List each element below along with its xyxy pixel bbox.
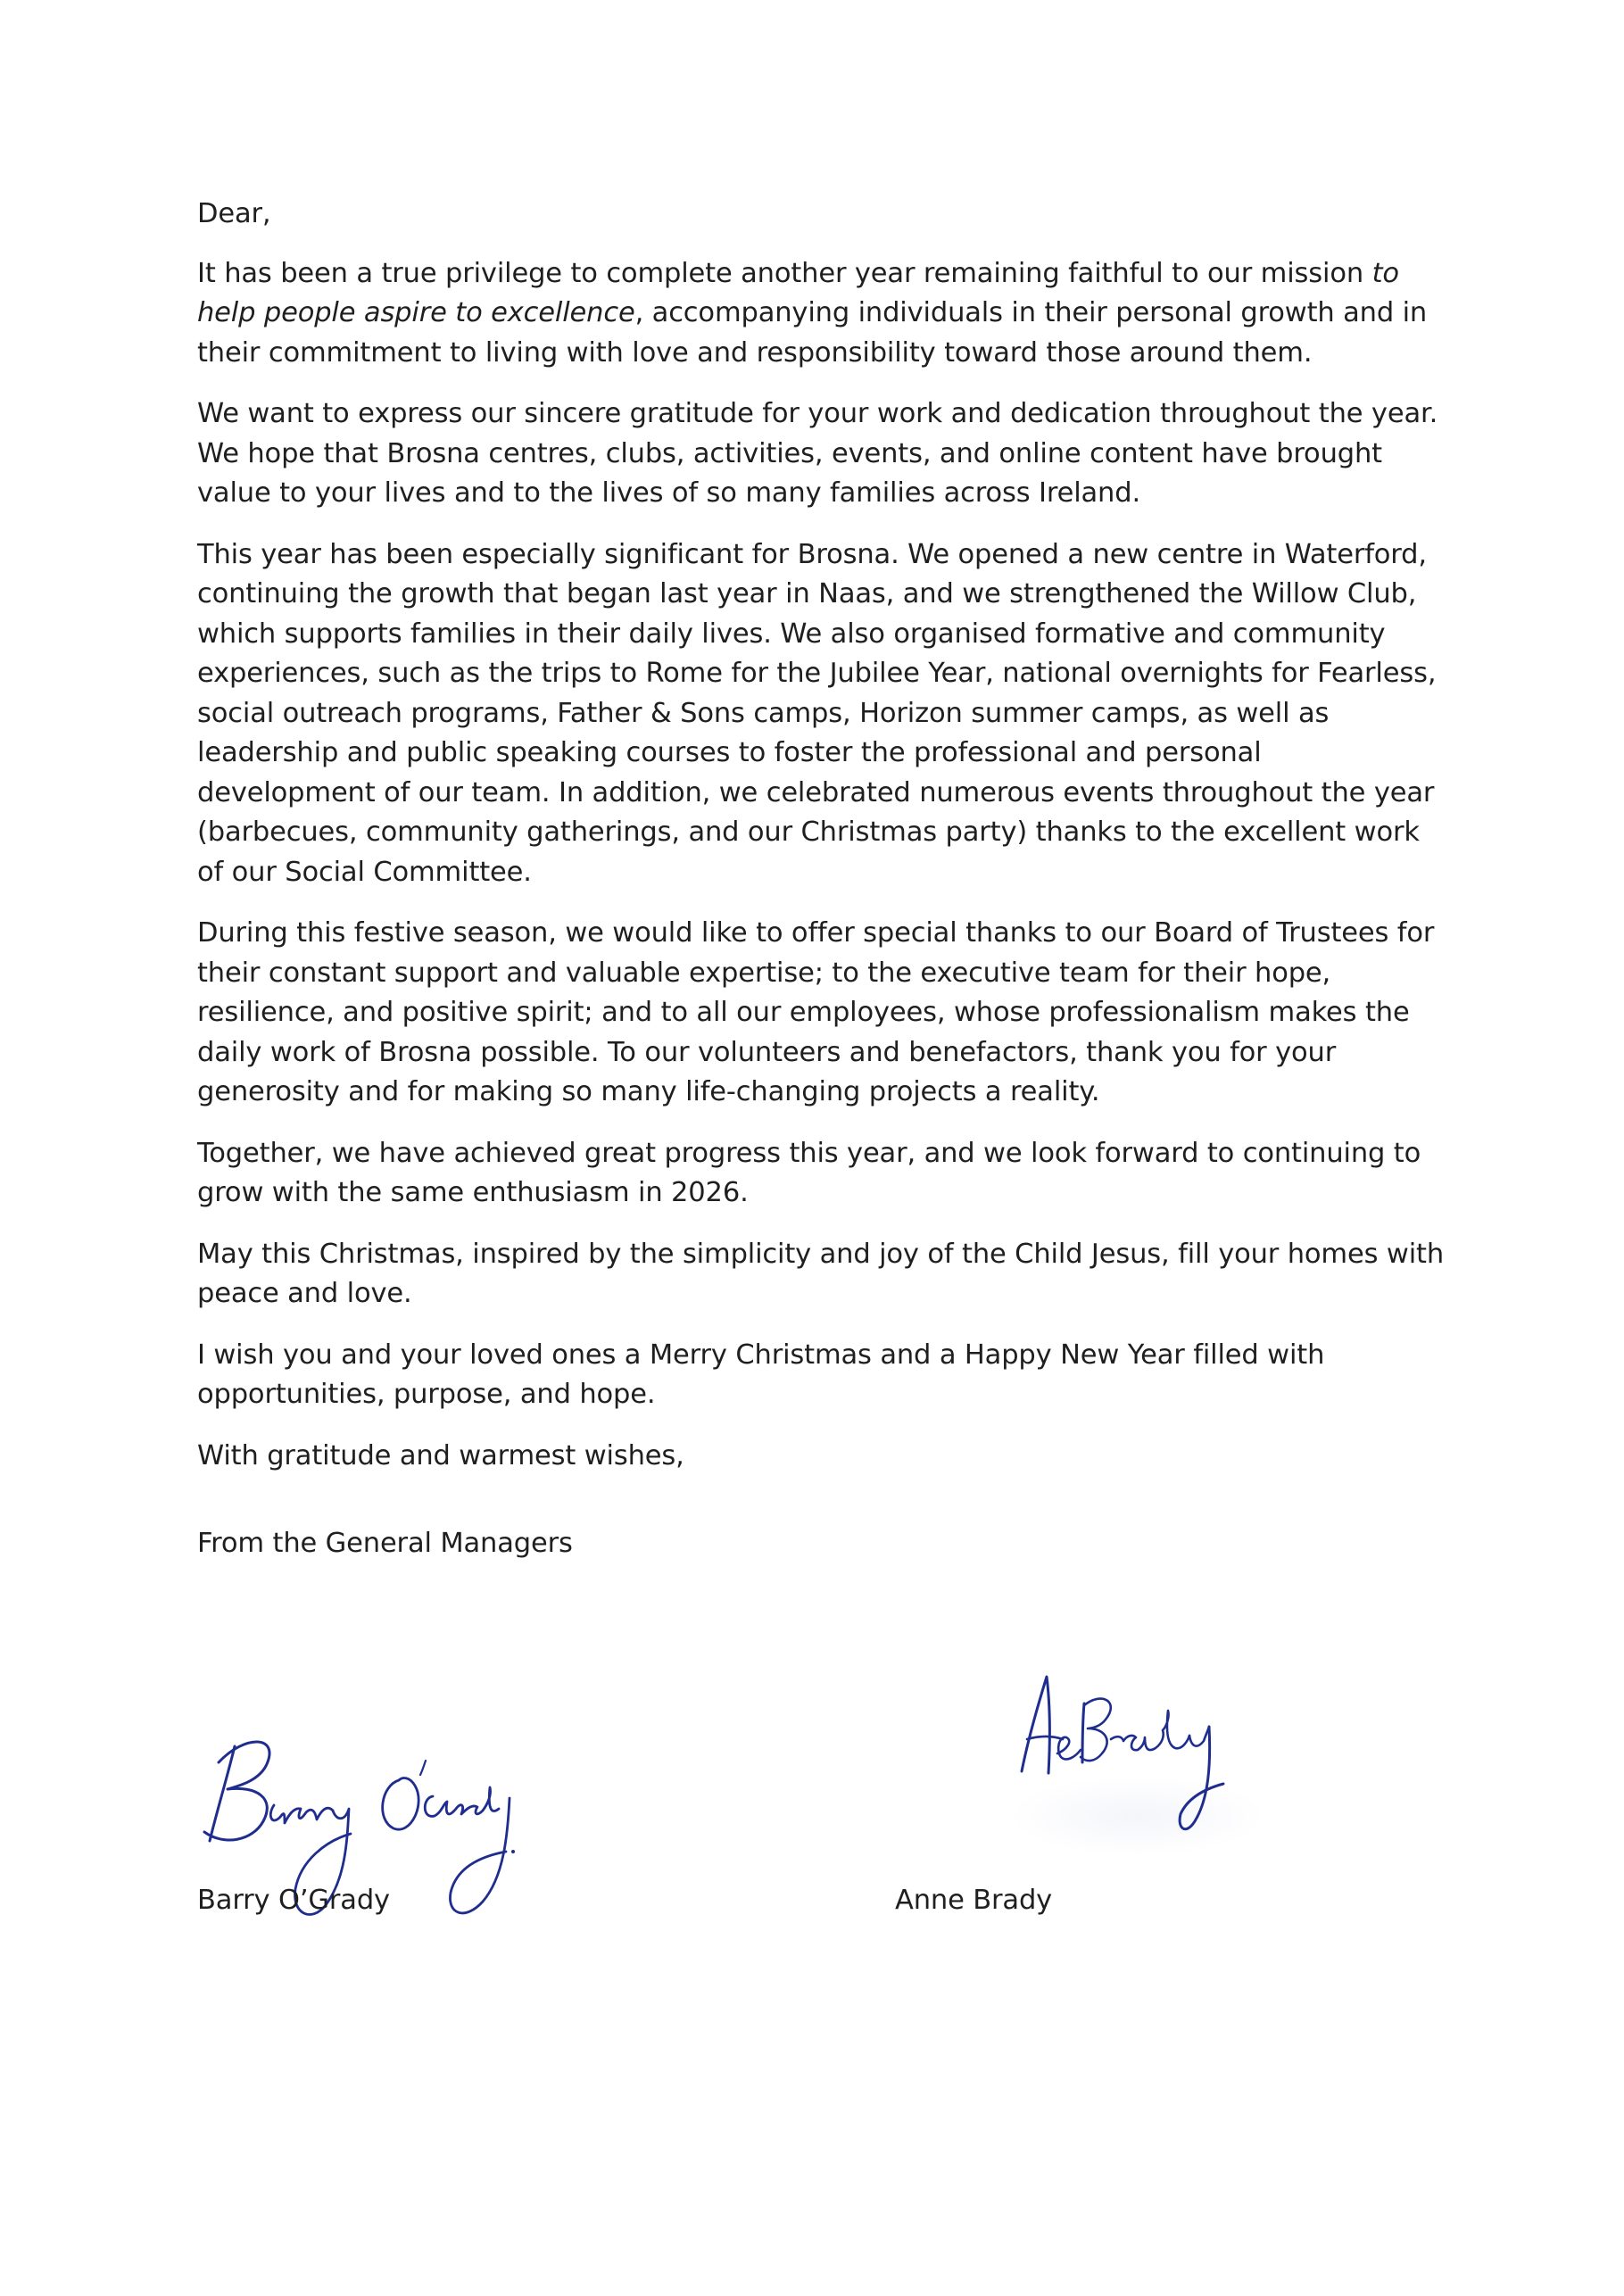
paragraph-christmas-wish: May this Christmas, inspired by the simplicity and joy of the Child Jesus, fill your homes with peace and love. [197, 1238, 1445, 1309]
paragraph-year-review: This year has been especially significant for Brosna. We opened a new centre in Waterford, continuing the growth that began last year in Naas, and we strengthened the Willow Club, which supports families in their daily lives. We also organised formative and community experiences, such as the trips to Rome for the Jubilee Year, national overnights for Fearless, social outreach programs, Father & Sons camps, Horizon summer camps, as well as leadership and public speaking courses to foster the professional and personal development of our team. In addition, we celebrated numerous events throughout the year (barbecues, community gatherings, and our Christmas party) thanks to the excellent work of our Social Committee. [197, 538, 1437, 888]
paragraph-new-year-wish: I wish you and your loved ones a Merry Christmas and a Happy New Year filled with opportunities, purpose, and hope. [197, 1339, 1325, 1410]
paragraph-mission [197, 254, 1446, 374]
closing-line: With gratitude and warmest wishes, [197, 1439, 684, 1471]
mission-statement: to help people aspire to excellence [197, 257, 1399, 328]
greeting: Dear, [197, 198, 271, 229]
paragraph-mission-start: It has been a true privilege to complete another year remaining faithful to our mission [197, 257, 1372, 289]
signature-anne-brady [1013, 1664, 1280, 1861]
signatory-name-anne: Anne Brady [895, 1885, 1053, 1916]
letter-body [197, 195, 1446, 1476]
paragraph-mission-end: , accompanying individuals in their personal growth and in their commitment to living with love and responsibility toward those around them. [197, 297, 1428, 369]
paragraph-progress: Together, we have achieved great progress this year, and we look forward to continuing to grow with the same enthusiasm in 2026. [197, 1137, 1421, 1208]
paragraph-thanks: During this festive season, we would like to offer special thanks to our Board of Trustees for their constant support and valuable expertise; to the executive team for their hope, resilience, and positive spirit; and to all our employees, whose professionalism makes the daily work of Brosna possible. To our volunteers and benefactors, thank you for your generosity and for making so many life-changing projects a reality. [197, 917, 1435, 1107]
signatory-name-barry: Barry O’Grady [197, 1885, 390, 1916]
paragraph-gratitude: We want to express our sincere gratitude for your work and dedication throughout the year. We hope that Brosna centres, clubs, activities, events, and online content have brought value to your lives and to the lives of so many families across Ireland. [197, 398, 1438, 509]
from-line: From the General Managers [197, 1528, 573, 1559]
